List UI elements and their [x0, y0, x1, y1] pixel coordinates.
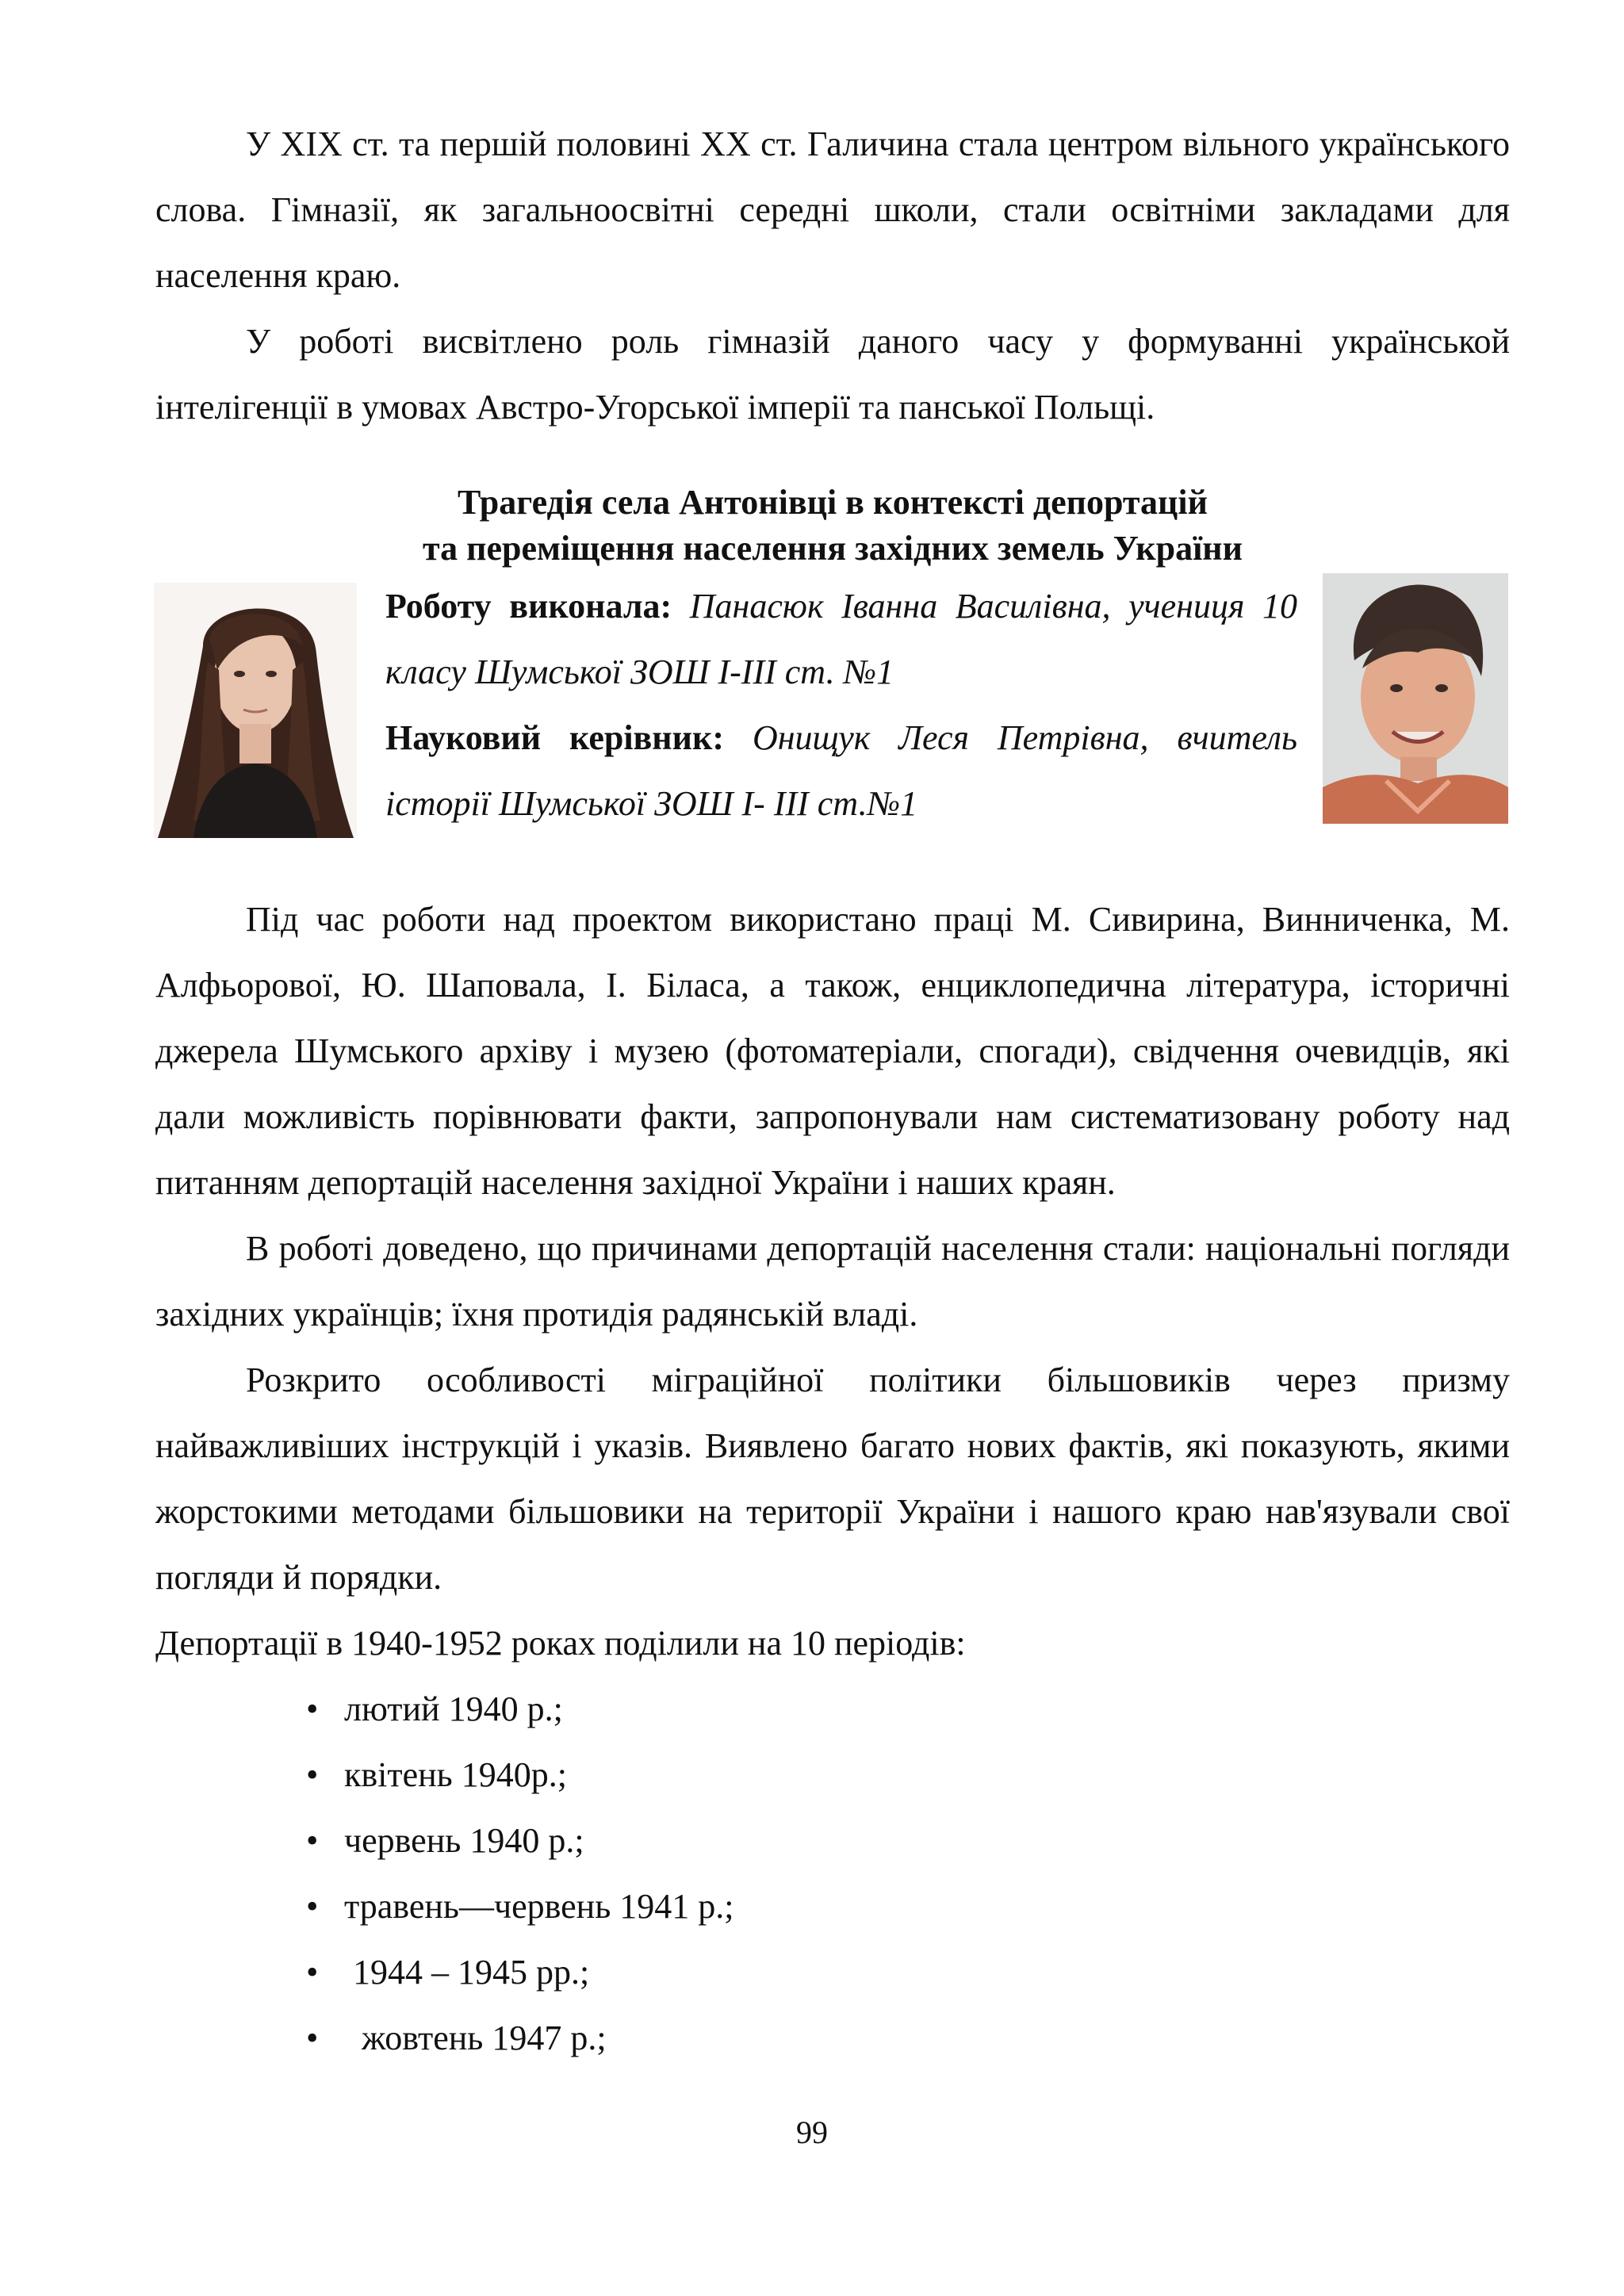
- list-item: [306, 1676, 1510, 1742]
- list-item: [306, 1808, 1510, 1873]
- student-portrait-icon: [154, 583, 357, 838]
- bullet-icon: •: [306, 1755, 319, 1794]
- period-text: червень 1940 р.;: [344, 1821, 584, 1860]
- document-page: [155, 111, 1510, 2071]
- period-text: травень—червень 1941 р.;: [344, 1887, 734, 1926]
- bullet-icon: •: [306, 2019, 319, 2057]
- authors-block: [155, 573, 1510, 886]
- body-paragraph-4: Депортації в 1940-1952 роках поділили на 10 періодів:: [155, 1624, 966, 1663]
- advisor-value: Онищук Леся Петрівна, вчитель історії Шумської ЗОШ I- III ст.№1: [385, 718, 1297, 823]
- bullet-icon: •: [306, 1821, 319, 1860]
- bullet-icon: •: [306, 1887, 319, 1926]
- body-paragraph-2: В роботі доведено, що причинами депортацій населення стали: національні погляди західних українців; їхня протидія радянській владі.: [155, 1229, 1510, 1334]
- period-text: жовтень 1947 р.;: [344, 2019, 607, 2057]
- body-paragraph-3: Розкрито особливості міграційної політики більшовиків через призму найважливіших інструкцій і указів. Виявлено багато нових фактів, які показують, якими жорстокими методами більшовики на території України і нашого краю нав'язували свої погляди й порядки.: [155, 1360, 1510, 1597]
- author-label: Роботу виконала:: [385, 587, 672, 626]
- list-item: [306, 1873, 1510, 1939]
- advisor-portrait-icon: [1323, 573, 1508, 824]
- author-value: Панасюк Іванна Василівна, учениця 10 класу Шумської ЗОШ I-III ст. №1: [385, 587, 1298, 691]
- advisor-line: [385, 705, 1297, 836]
- author-line: [385, 573, 1297, 705]
- intro-paragraph-1: У XIX ст. та першій половині XX ст. Галичина стала центром вільного українського слова. Гімназії, як загальноосвітні середні школи, стали освітніми закладами для населення краю.: [155, 124, 1510, 295]
- advisor-photo: [1323, 573, 1508, 824]
- student-photo: [154, 583, 357, 838]
- article-title-line-2: та переміщення населення західних земель України: [422, 529, 1243, 568]
- page-number: 99: [796, 2114, 828, 2150]
- intro-paragraph-2: У роботі висвітлено роль гімназій даного часу у формуванні українськой інтелігенції в умовах Австро-Угорської імперії та панської Польщі.: [155, 322, 1510, 427]
- list-item: [306, 1742, 1510, 1808]
- body-paragraph-1: Під час роботи над проектом використано праці М. Сивирина, Винниченка, М. Алфьорової, Ю. Шаповала, І. Біласа, а також, енциклопедична література, історичні джерела Шумського архіву і музею (фотоматеріали, спогади), свідчення очевидців, які дали можливість порівнювати факти, запропонували нам систематизовану роботу над питанням депортацій населення західної України і наших краян.: [155, 900, 1510, 1202]
- list-item: [306, 2005, 1510, 2071]
- article-title-line-1: Трагедія села Антонівці в контексті депортацій: [458, 483, 1208, 522]
- period-text: лютий 1940 р.;: [344, 1689, 563, 1728]
- bullet-icon: •: [306, 1689, 319, 1728]
- author-info: [385, 573, 1297, 836]
- period-text: квітень 1940р.;: [344, 1755, 567, 1794]
- period-text: 1944 – 1945 рр.;: [344, 1953, 590, 1992]
- periods-list: [155, 1676, 1510, 2071]
- list-item: [306, 1939, 1510, 2005]
- article-title: [155, 480, 1510, 572]
- bullet-icon: •: [306, 1953, 319, 1992]
- advisor-label: Науковий керівник:: [385, 718, 725, 757]
